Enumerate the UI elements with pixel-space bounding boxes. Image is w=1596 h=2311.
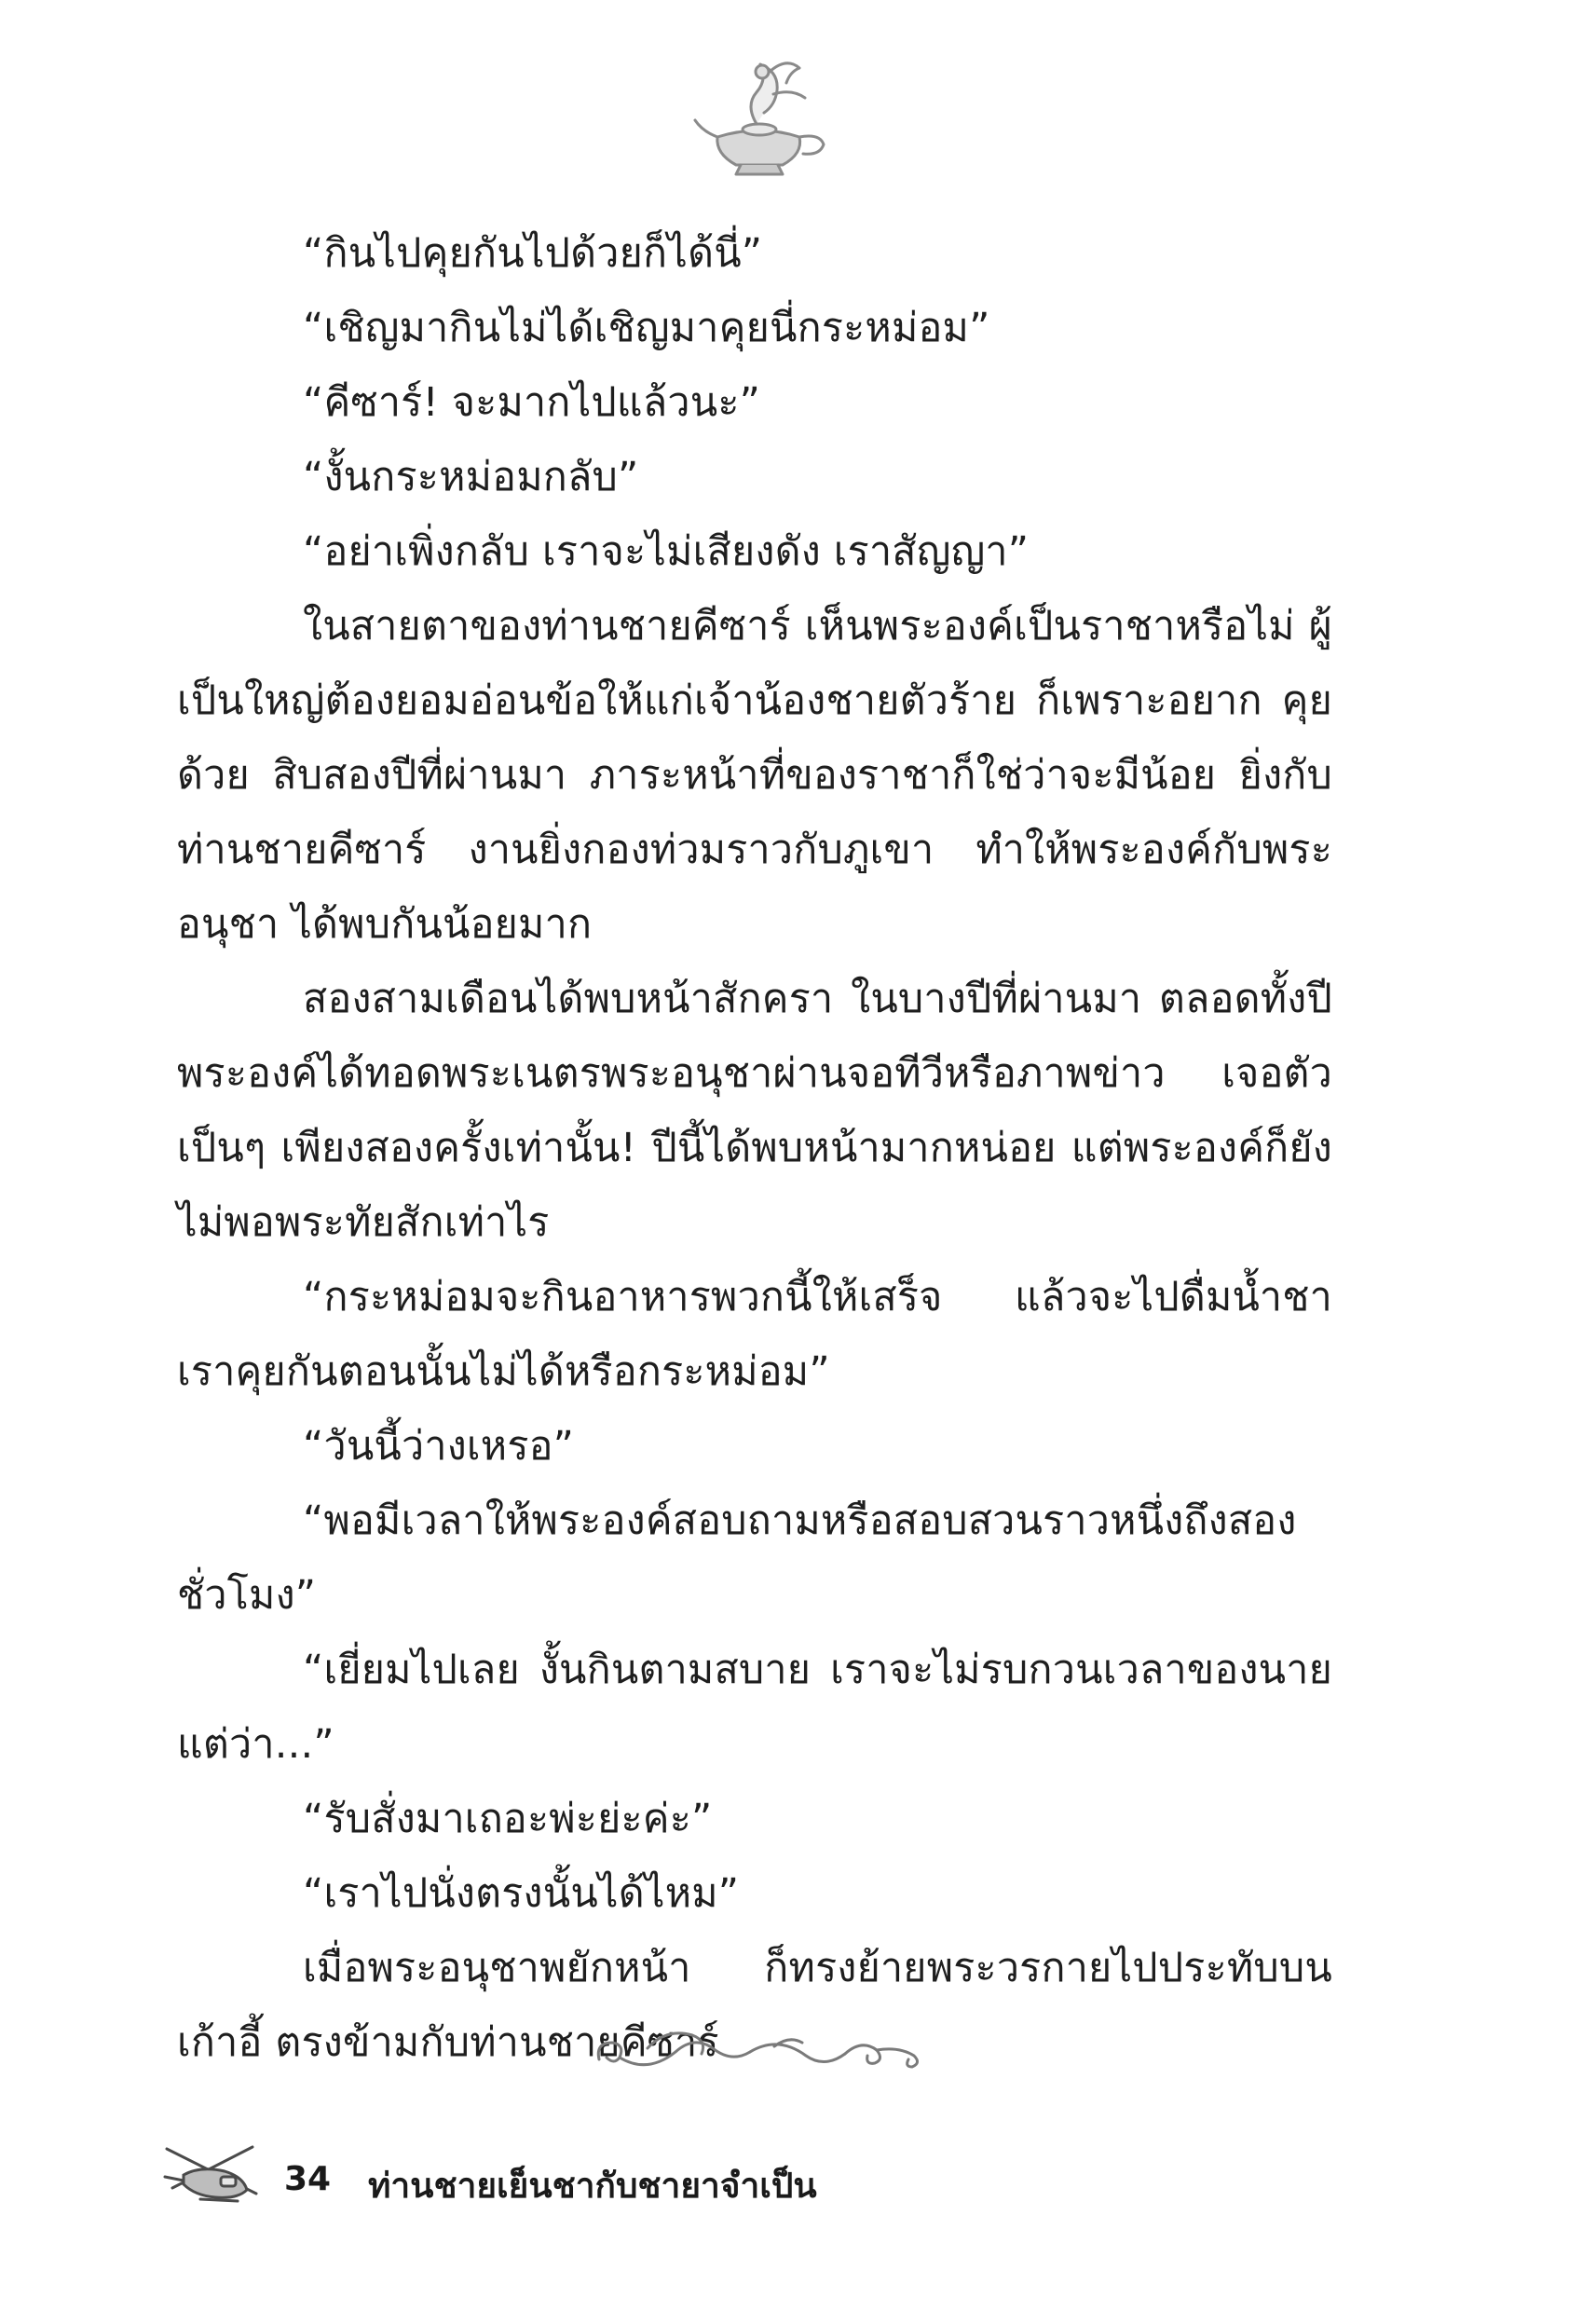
paragraph: ในสายตาของท่านชายคีซาร์ เห็นพระองค์เป็นราชาหรือไม่ ผู้เป็นใหญ่ต้องยอมอ่อนข้อให้แก่เจ้าน้องชายตัวร้าย ก็เพราะอยาก คุยด้วย สิบสองปีที่ผ่านมา ภาระหน้าที่ของราชาก็ใช่ว่าจะมีน้อย ยิ่งกับ ท่านชายคีซาร์ งานยิ่งกองท่วมราวกับภูเขา ทำให้พระองค์กับพระอนุชา ได้พบกันน้อยมาก: [177, 603, 1332, 948]
paragraph: “กินไปคุยกันไปด้วยก็ได้นี่”: [303, 230, 763, 277]
paragraph: “กระหม่อมจะกินอาหารพวกนี้ให้เสร็จ แล้วจะไปดื่มน้ำชา เราคุยกันตอนนั้นไม่ได้หรือกระหม่อม”: [177, 1274, 1332, 1395]
paragraph: “รับสั่งมาเถอะพ่ะย่ะค่ะ”: [303, 1796, 713, 1842]
paragraph: “อย่าเพิ่งกลับ เราจะไม่เสียงดัง เราสัญญา”: [303, 528, 1030, 575]
page-number: 34: [284, 2160, 332, 2198]
body-text: [177, 216, 1332, 2080]
paragraph: “พอมีเวลาให้พระองค์สอบถามหรือสอบสวนราวหนึ่งถึงสองชั่วโมง”: [177, 1497, 1297, 1619]
genie-lamp-icon: [689, 51, 829, 177]
paragraph: สองสามเดือนได้พบหน้าสักครา ในบางปีที่ผ่านมา ตลอดทั้งปี พระองค์ได้ทอดพระเนตรพระอนุชาผ่านจอทีวีหรือภาพข่าว เจอตัวเป็นๆ เพียงสองครั้งเท่านั้น! ปีนี้ได้พบหน้ามากหน่อย แต่พระองค์ก็ยัง ไม่พอพระทัยสักเท่าไร: [177, 976, 1332, 1246]
paragraph: “คีซาร์! จะมากไปแล้วนะ”: [303, 379, 761, 426]
book-title: ท่านชายเย็นชากับชายาจำเป็น: [368, 2166, 817, 2206]
paragraph: “งั้นกระหม่อมกลับ”: [303, 454, 639, 500]
paragraph: “เยี่ยมไปเลย งั้นกินตามสบาย เราจะไม่รบกวนเวลาของนาย แต่ว่า...”: [177, 1647, 1332, 1768]
paragraph: “เราไปนั่งตรงนั้นได้ไหม”: [303, 1870, 740, 1917]
paragraph: “วันนี้ว่างเหรอ”: [303, 1423, 575, 1470]
page-footer: [163, 2143, 1188, 2218]
paragraph: เมื่อพระอนุชาพยักหน้า ก็ทรงย้ายพระวรกายไปประทับบนเก้าอี้ ตรงข้ามกับท่านชายคีซาร์: [177, 1945, 1332, 2066]
flourish-divider-icon: [592, 2015, 927, 2089]
paragraph: “เชิญมากินไม่ได้เชิญมาคุยนี่กระหม่อม”: [303, 305, 990, 351]
helicopter-icon: [163, 2143, 266, 2208]
